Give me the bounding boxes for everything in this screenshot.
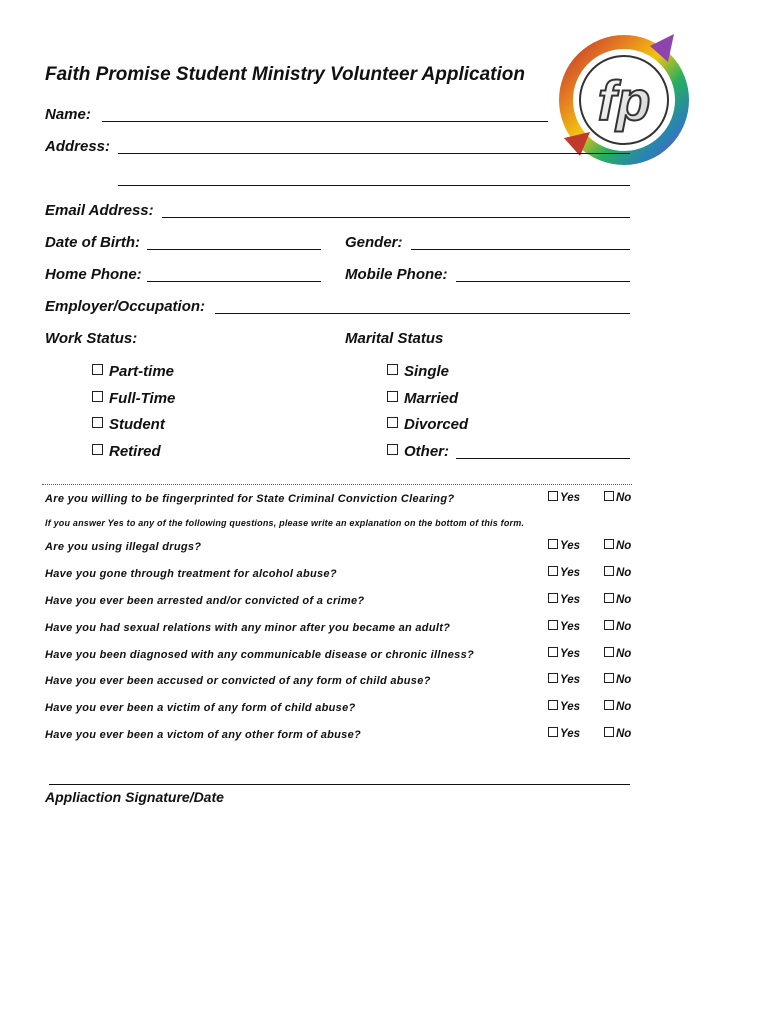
answer-no[interactable]: No bbox=[604, 539, 631, 553]
signature-field[interactable] bbox=[49, 784, 630, 785]
answer-no[interactable]: No bbox=[604, 566, 631, 580]
checkbox[interactable] bbox=[92, 391, 103, 402]
logo-letters: fp bbox=[597, 69, 651, 132]
instructions-note: If you answer Yes to any of the following questions, please write an explanation on the bottom of this form. bbox=[45, 518, 525, 528]
answer-yes[interactable]: Yes bbox=[548, 673, 580, 687]
answer-yes[interactable]: Yes bbox=[548, 539, 580, 553]
checkbox[interactable] bbox=[387, 444, 398, 455]
checkbox[interactable] bbox=[92, 417, 103, 428]
fingerprint-yes[interactable]: Yes bbox=[548, 491, 580, 505]
section-divider bbox=[42, 484, 632, 485]
checkbox[interactable] bbox=[548, 700, 558, 710]
answer-yes[interactable]: Yes bbox=[548, 700, 580, 714]
gender-field[interactable] bbox=[411, 249, 630, 250]
fingerprint-question: Are you willing to be fingerprinted for State Criminal Conviction Clearing? bbox=[45, 493, 455, 505]
dob-label: Date of Birth: bbox=[45, 234, 140, 251]
answer-yes[interactable]: Yes bbox=[548, 593, 580, 607]
checkbox[interactable] bbox=[604, 673, 614, 683]
answer-yes[interactable]: Yes bbox=[548, 620, 580, 634]
marital-option-single[interactable]: Single bbox=[387, 363, 449, 381]
answer-yes[interactable]: Yes bbox=[548, 566, 580, 580]
checkbox[interactable] bbox=[548, 727, 558, 737]
answer-no[interactable]: No bbox=[604, 620, 631, 634]
email-field[interactable] bbox=[162, 217, 630, 218]
checkbox[interactable] bbox=[92, 364, 103, 375]
checkbox[interactable] bbox=[548, 491, 558, 501]
marital-option-other[interactable]: Other: bbox=[387, 443, 449, 461]
screening-question: Are you using illegal drugs? bbox=[45, 541, 202, 553]
answer-no[interactable]: No bbox=[604, 727, 631, 741]
checkbox[interactable] bbox=[548, 673, 558, 683]
screening-question: Have you ever been arrested and/or convicted of a crime? bbox=[45, 595, 365, 607]
employer-field[interactable] bbox=[215, 313, 630, 314]
name-label: Name: bbox=[45, 106, 91, 123]
screening-question: Have you had sexual relations with any minor after you became an adult? bbox=[45, 622, 451, 634]
answer-no[interactable]: No bbox=[604, 647, 631, 661]
address-field-line-2[interactable] bbox=[118, 185, 630, 186]
screening-question: Have you gone through treatment for alcohol abuse? bbox=[45, 568, 337, 580]
checkbox[interactable] bbox=[548, 539, 558, 549]
screening-question: Have you ever been a victom of any other form of abuse? bbox=[45, 729, 362, 741]
work-status-label: Work Status: bbox=[45, 330, 138, 347]
screening-question: Have you ever been a victim of any form of child abuse? bbox=[45, 702, 356, 714]
answer-no[interactable]: No bbox=[604, 700, 631, 714]
address-field-line-1[interactable] bbox=[118, 153, 630, 154]
answer-yes[interactable]: Yes bbox=[548, 727, 580, 741]
email-label: Email Address: bbox=[45, 202, 154, 219]
fp-logo-icon bbox=[550, 28, 692, 170]
address-label: Address: bbox=[45, 138, 111, 155]
signature-label: Appliaction Signature/Date bbox=[45, 789, 224, 805]
checkbox[interactable] bbox=[604, 593, 614, 603]
checkbox[interactable] bbox=[548, 647, 558, 657]
checkbox[interactable] bbox=[387, 391, 398, 402]
form-title: Faith Promise Student Ministry Volunteer Application bbox=[45, 64, 525, 85]
gender-label: Gender: bbox=[345, 234, 403, 251]
work-option-student[interactable]: Student bbox=[92, 416, 165, 434]
employer-label: Employer/Occupation: bbox=[45, 298, 206, 315]
checkbox[interactable] bbox=[548, 593, 558, 603]
checkbox[interactable] bbox=[604, 620, 614, 630]
marital-status-label: Marital Status bbox=[345, 330, 444, 347]
marital-option-divorced[interactable]: Divorced bbox=[387, 416, 468, 434]
answer-yes[interactable]: Yes bbox=[548, 647, 580, 661]
answer-no[interactable]: No bbox=[604, 673, 631, 687]
checkbox[interactable] bbox=[604, 566, 614, 576]
checkbox[interactable] bbox=[548, 566, 558, 576]
work-option-part-time[interactable]: Part-time bbox=[92, 363, 174, 381]
checkbox[interactable] bbox=[604, 700, 614, 710]
screening-question: Have you been diagnosed with any communicable disease or chronic illness? bbox=[45, 649, 475, 661]
home-phone-label: Home Phone: bbox=[45, 266, 142, 283]
checkbox[interactable] bbox=[604, 539, 614, 549]
fingerprint-no[interactable]: No bbox=[604, 491, 631, 505]
checkbox[interactable] bbox=[604, 491, 614, 501]
checkbox[interactable] bbox=[604, 727, 614, 737]
checkbox[interactable] bbox=[387, 417, 398, 428]
checkbox[interactable] bbox=[387, 364, 398, 375]
checkbox[interactable] bbox=[92, 444, 103, 455]
mobile-phone-field[interactable] bbox=[456, 281, 630, 282]
answer-no[interactable]: No bbox=[604, 593, 631, 607]
home-phone-field[interactable] bbox=[147, 281, 321, 282]
work-option-full-time[interactable]: Full-Time bbox=[92, 390, 175, 408]
screening-question: Have you ever been accused or convicted of any form of child abuse? bbox=[45, 675, 431, 687]
mobile-phone-label: Mobile Phone: bbox=[345, 266, 448, 283]
dob-field[interactable] bbox=[147, 249, 321, 250]
checkbox[interactable] bbox=[548, 620, 558, 630]
checkbox[interactable] bbox=[604, 647, 614, 657]
marital-option-married[interactable]: Married bbox=[387, 390, 458, 408]
work-option-retired[interactable]: Retired bbox=[92, 443, 161, 461]
name-field[interactable] bbox=[102, 121, 548, 122]
marital-other-field[interactable] bbox=[456, 458, 630, 459]
